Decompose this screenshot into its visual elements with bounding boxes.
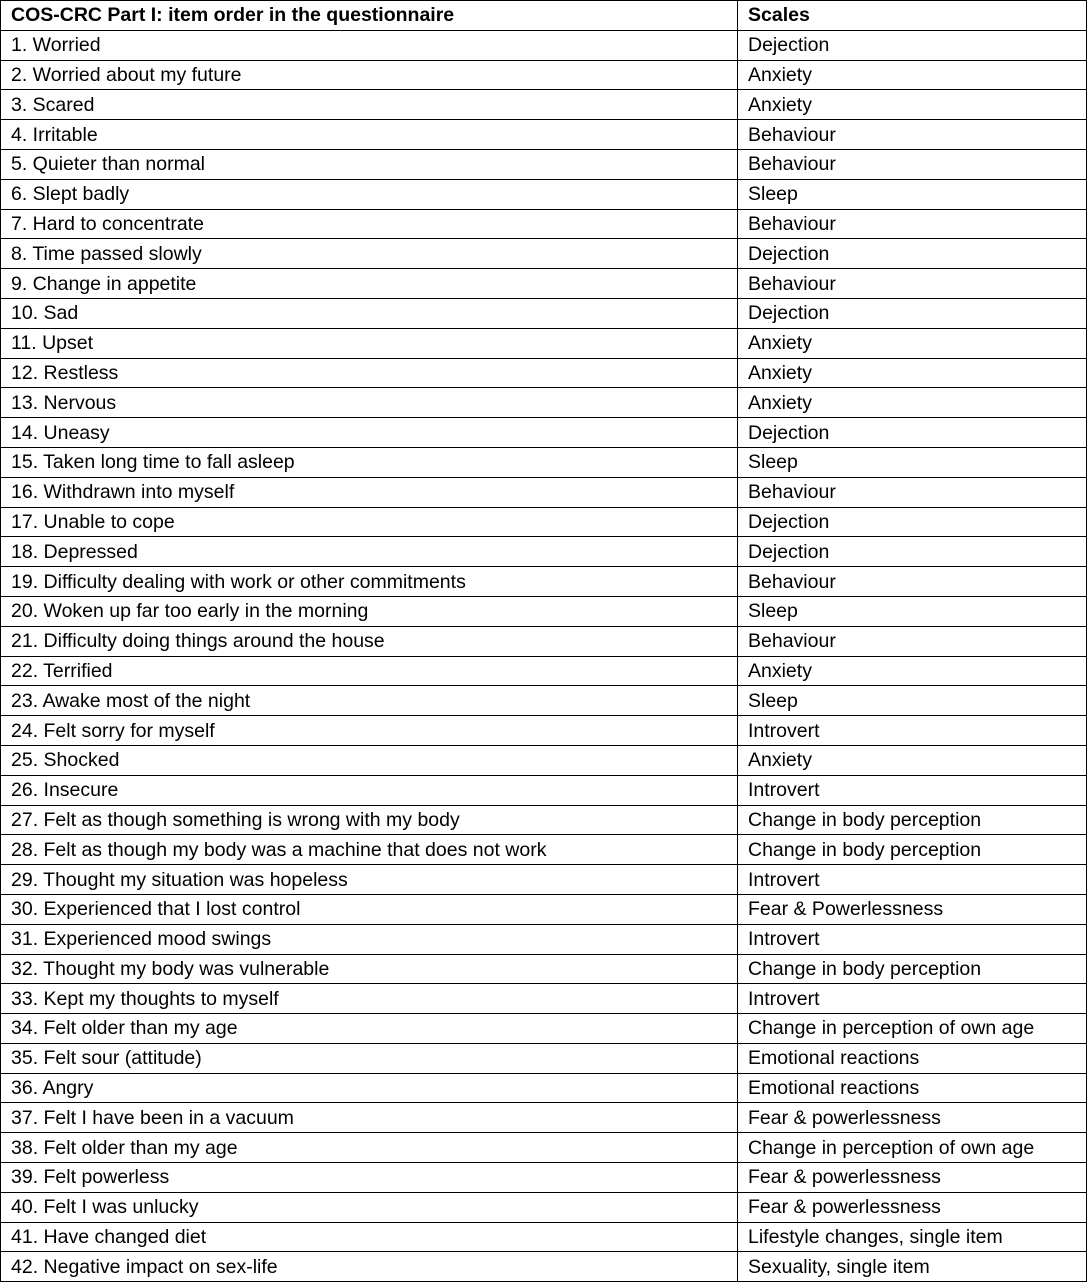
item-order-column-header: COS-CRC Part I: item order in the questionnaire (1, 1, 738, 31)
table-row (1, 1103, 1087, 1133)
scale-cell: Introvert (738, 865, 1087, 895)
scale-cell: Anxiety (738, 745, 1087, 775)
item-cell: 9. Change in appetite (1, 269, 738, 299)
scale-cell: Change in body perception (738, 954, 1087, 984)
scale-cell: Fear & powerlessness (738, 1163, 1087, 1193)
item-cell: 27. Felt as though something is wrong with my body (1, 805, 738, 835)
item-cell: 26. Insecure (1, 775, 738, 805)
table-row (1, 716, 1087, 746)
table-row (1, 447, 1087, 477)
table-row (1, 358, 1087, 388)
scale-cell: Anxiety (738, 90, 1087, 120)
item-cell: 25. Shocked (1, 745, 738, 775)
scale-cell: Behaviour (738, 120, 1087, 150)
scale-cell: Introvert (738, 775, 1087, 805)
scale-cell: Behaviour (738, 149, 1087, 179)
item-cell: 1. Worried (1, 30, 738, 60)
table-row (1, 179, 1087, 209)
table-row (1, 298, 1087, 328)
item-cell: 12. Restless (1, 358, 738, 388)
item-cell: 21. Difficulty doing things around the house (1, 626, 738, 656)
table-row (1, 1252, 1087, 1282)
item-cell: 7. Hard to concentrate (1, 209, 738, 239)
table-row (1, 418, 1087, 448)
scale-cell: Behaviour (738, 626, 1087, 656)
item-cell: 31. Experienced mood swings (1, 924, 738, 954)
table-row (1, 567, 1087, 597)
table-row (1, 1222, 1087, 1252)
item-cell: 13. Nervous (1, 388, 738, 418)
scale-cell: Emotional reactions (738, 1043, 1087, 1073)
item-cell: 37. Felt I have been in a vacuum (1, 1103, 738, 1133)
item-cell: 32. Thought my body was vulnerable (1, 954, 738, 984)
item-cell: 20. Woken up far too early in the morning (1, 596, 738, 626)
scale-cell: Dejection (738, 239, 1087, 269)
scale-cell: Anxiety (738, 656, 1087, 686)
table-row (1, 30, 1087, 60)
item-cell: 24. Felt sorry for myself (1, 716, 738, 746)
scale-cell: Anxiety (738, 328, 1087, 358)
item-cell: 19. Difficulty dealing with work or other commitments (1, 567, 738, 597)
scale-cell: Lifestyle changes, single item (738, 1222, 1087, 1252)
scale-cell: Behaviour (738, 269, 1087, 299)
table-row (1, 954, 1087, 984)
scale-cell: Dejection (738, 537, 1087, 567)
table-row (1, 328, 1087, 358)
item-cell: 18. Depressed (1, 537, 738, 567)
table-row (1, 1014, 1087, 1044)
item-cell: 2. Worried about my future (1, 60, 738, 90)
item-cell: 15. Taken long time to fall asleep (1, 447, 738, 477)
item-cell: 38. Felt older than my age (1, 1133, 738, 1163)
table-row (1, 120, 1087, 150)
item-cell: 16. Withdrawn into myself (1, 477, 738, 507)
table-row (1, 894, 1087, 924)
scale-cell: Dejection (738, 30, 1087, 60)
table-row (1, 60, 1087, 90)
scales-column-header: Scales (738, 1, 1087, 31)
item-cell: 23. Awake most of the night (1, 686, 738, 716)
item-cell: 3. Scared (1, 90, 738, 120)
scale-cell: Introvert (738, 984, 1087, 1014)
scale-cell: Sleep (738, 447, 1087, 477)
table-row (1, 1192, 1087, 1222)
item-cell: 6. Slept badly (1, 179, 738, 209)
table-row (1, 805, 1087, 835)
scale-cell: Fear & powerlessness (738, 1103, 1087, 1133)
scale-cell: Emotional reactions (738, 1073, 1087, 1103)
item-cell: 34. Felt older than my age (1, 1014, 738, 1044)
table-row (1, 537, 1087, 567)
item-cell: 30. Experienced that I lost control (1, 894, 738, 924)
table-row (1, 745, 1087, 775)
table-row (1, 596, 1087, 626)
scale-cell: Change in body perception (738, 805, 1087, 835)
scale-cell: Sleep (738, 686, 1087, 716)
scale-cell: Anxiety (738, 388, 1087, 418)
table-row (1, 477, 1087, 507)
item-cell: 8. Time passed slowly (1, 239, 738, 269)
scale-cell: Introvert (738, 716, 1087, 746)
scale-cell: Behaviour (738, 209, 1087, 239)
item-cell: 28. Felt as though my body was a machine that does not work (1, 835, 738, 865)
item-cell: 29. Thought my situation was hopeless (1, 865, 738, 895)
item-cell: 14. Uneasy (1, 418, 738, 448)
scale-cell: Anxiety (738, 60, 1087, 90)
item-cell: 17. Unable to cope (1, 507, 738, 537)
table-row (1, 686, 1087, 716)
scale-cell: Fear & Powerlessness (738, 894, 1087, 924)
scale-cell: Dejection (738, 298, 1087, 328)
scale-cell: Fear & powerlessness (738, 1192, 1087, 1222)
scale-cell: Dejection (738, 507, 1087, 537)
item-cell: 39. Felt powerless (1, 1163, 738, 1193)
scale-cell: Behaviour (738, 477, 1087, 507)
table-row (1, 1133, 1087, 1163)
item-cell: 11. Upset (1, 328, 738, 358)
scale-cell: Sleep (738, 596, 1087, 626)
item-cell: 36. Angry (1, 1073, 738, 1103)
scale-cell: Behaviour (738, 567, 1087, 597)
table-body (1, 30, 1087, 1281)
table-row (1, 239, 1087, 269)
item-cell: 41. Have changed diet (1, 1222, 738, 1252)
item-cell: 42. Negative impact on sex-life (1, 1252, 738, 1282)
table-row (1, 865, 1087, 895)
item-cell: 4. Irritable (1, 120, 738, 150)
table-row (1, 626, 1087, 656)
table-row (1, 149, 1087, 179)
scale-cell: Dejection (738, 418, 1087, 448)
scale-cell: Change in perception of own age (738, 1133, 1087, 1163)
table-row (1, 775, 1087, 805)
table-row (1, 269, 1087, 299)
table-row (1, 924, 1087, 954)
scale-cell: Introvert (738, 924, 1087, 954)
scale-cell: Change in perception of own age (738, 1014, 1087, 1044)
table-row (1, 1043, 1087, 1073)
item-cell: 10. Sad (1, 298, 738, 328)
table-row (1, 388, 1087, 418)
table-row (1, 209, 1087, 239)
table-row (1, 984, 1087, 1014)
scale-cell: Sleep (738, 179, 1087, 209)
item-cell: 33. Kept my thoughts to myself (1, 984, 738, 1014)
table-header-row (1, 1, 1087, 31)
table-row (1, 656, 1087, 686)
item-cell: 22. Terrified (1, 656, 738, 686)
item-cell: 40. Felt I was unlucky (1, 1192, 738, 1222)
item-cell: 35. Felt sour (attitude) (1, 1043, 738, 1073)
table-row (1, 1073, 1087, 1103)
table-row (1, 1163, 1087, 1193)
item-cell: 5. Quieter than normal (1, 149, 738, 179)
table-row (1, 835, 1087, 865)
table-row (1, 507, 1087, 537)
scale-cell: Change in body perception (738, 835, 1087, 865)
scale-cell: Anxiety (738, 358, 1087, 388)
scale-cell: Sexuality, single item (738, 1252, 1087, 1282)
table-row (1, 90, 1087, 120)
